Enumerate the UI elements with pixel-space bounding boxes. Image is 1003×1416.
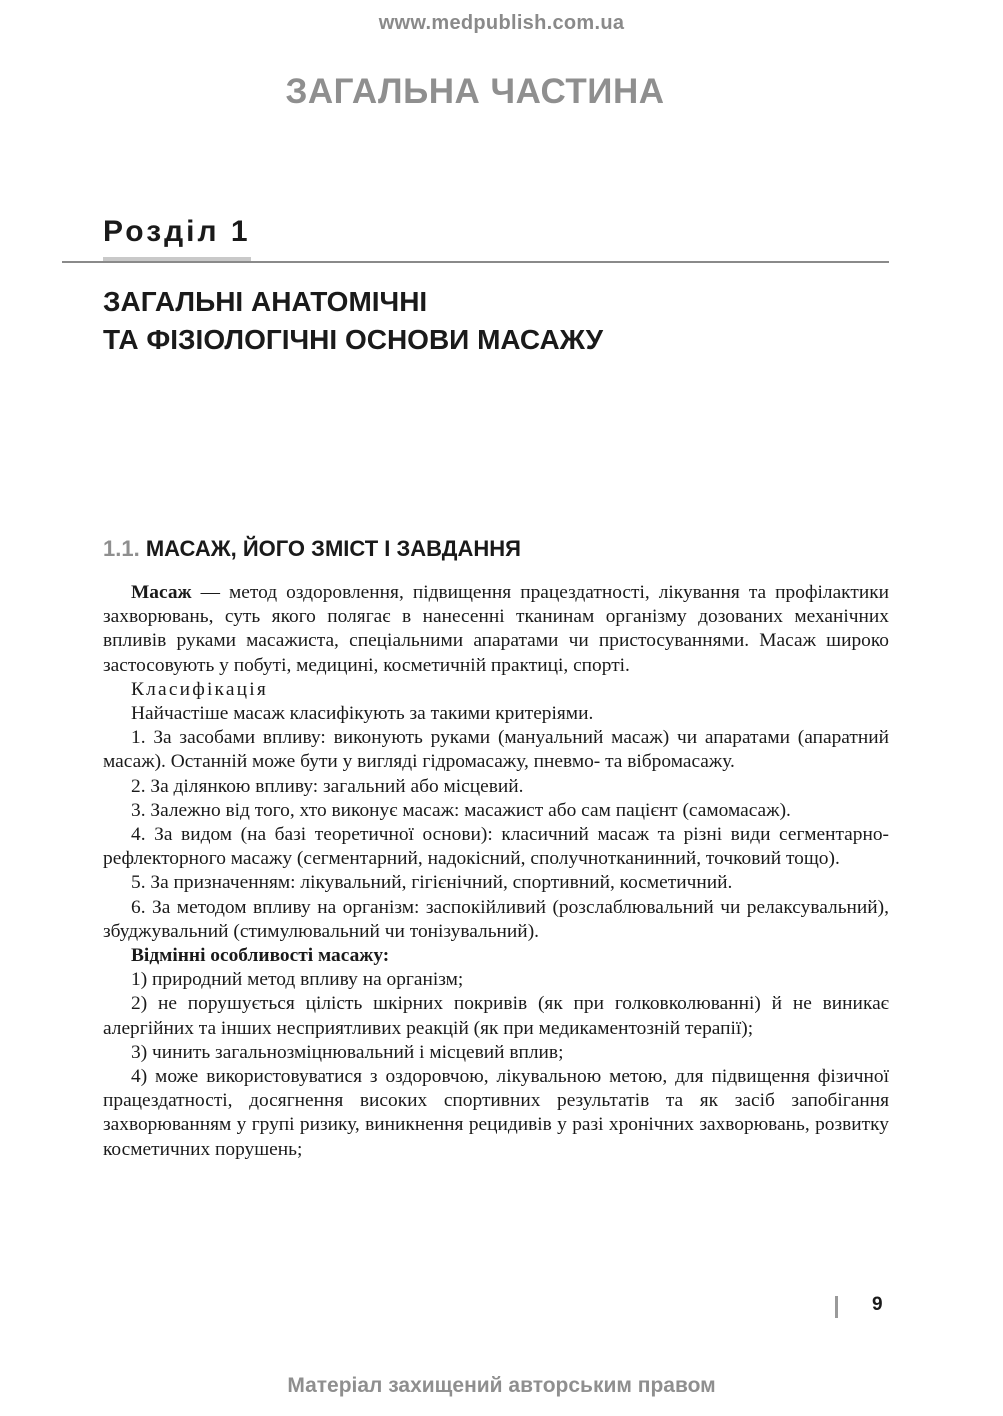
chapter-title-line-1: ЗАГАЛЬНІ АНАТОМІЧНІ bbox=[103, 286, 428, 317]
criterion-item: 1. За засобами впливу: виконують руками (мануальний масаж) чи апаратами (апаратний масаж). Останній може бути у вигляді гідромасажу, пневмо- та вібромасажу. bbox=[103, 727, 889, 773]
classification-intro: Найчастіше масаж класифікують за такими критеріями. bbox=[131, 703, 594, 725]
copyright-footer: Матеріал захищений авторським правом bbox=[287, 1374, 716, 1397]
feature-item: 3) чинить загальнозміцнювальний і місцевий вплив; bbox=[131, 1041, 564, 1063]
chapter-label: Розділ 1 bbox=[103, 215, 251, 248]
intro-text: — метод оздоровлення, підвищення працездатності, лікування та профілактики захворювань, суть якого полягає в нанесенні тканинам організму дозованих механічних впливів руками масажиста, спеціальними апаратами чи пристосуваннями. Масаж широко застосовують у побуті, медицині, косметичній практиці, спорті. bbox=[103, 582, 889, 676]
part-title: ЗАГАЛЬНА ЧАСТИНА bbox=[285, 72, 665, 111]
classification-heading: Класифікація bbox=[131, 678, 268, 700]
criterion-item: 4. За видом (на базі теоретичної основи): класичний масаж та різні види сегментарно-рефлекторного масажу (сегментарний, надокісний, сполучнотканинний, точковий тощо). bbox=[103, 824, 889, 870]
features-heading-text: Відмінні особливості масажу: bbox=[131, 945, 390, 967]
section-number: 1.1. bbox=[103, 536, 140, 561]
page-number: 9 bbox=[872, 1294, 883, 1315]
features-heading bbox=[103, 944, 889, 968]
feature-item: 2) не порушується цілість шкірних покривів (як при голковколюванні) й не виникає алергійних та інших несприятливих реакцій (як при медикаментозній терапії); bbox=[103, 993, 889, 1039]
feature-item: 4) може використовуватися з оздоровчою, лікувальною метою, для підвищення фізичної працездатності, досягнення високих спортивних результатів та як засіб запобігання захворюванням у групі ризику, виникнення рецидивів у разі хронічних захворювань, розвитку косметичних порушень; bbox=[103, 1066, 889, 1160]
chapter-rule bbox=[62, 261, 889, 263]
criterion-item: 3. Залежно від того, хто виконує масаж: масажист або сам пацієнт (самомасаж). bbox=[131, 799, 791, 821]
chapter-title-line-2: ТА ФІЗІОЛОГІЧНІ ОСНОВИ МАСАЖУ bbox=[103, 324, 604, 355]
feature-item: 1) природний метод впливу на організм; bbox=[131, 969, 464, 991]
header-url: www.medpublish.com.ua bbox=[378, 12, 625, 34]
page-number-bar bbox=[835, 1296, 838, 1318]
criterion-item: 6. За методом впливу на організм: заспокійливий (розслаблювальний чи релаксувальний), збуджувальний (стимулювальний чи тонізувальний). bbox=[103, 896, 889, 942]
chapter-title bbox=[103, 283, 893, 359]
criterion-item: 5. За призначенням: лікувальний, гігієнічний, спортивний, косметичний. bbox=[131, 872, 733, 894]
section-title bbox=[103, 536, 521, 562]
intro-term: Масаж bbox=[131, 582, 192, 603]
intro-paragraph bbox=[103, 581, 889, 678]
section-heading: МАСАЖ, ЙОГО ЗМІСТ І ЗАВДАННЯ bbox=[145, 536, 521, 561]
body-text bbox=[103, 581, 889, 1162]
criterion-item: 2. За ділянкою впливу: загальний або місцевий. bbox=[131, 775, 524, 797]
